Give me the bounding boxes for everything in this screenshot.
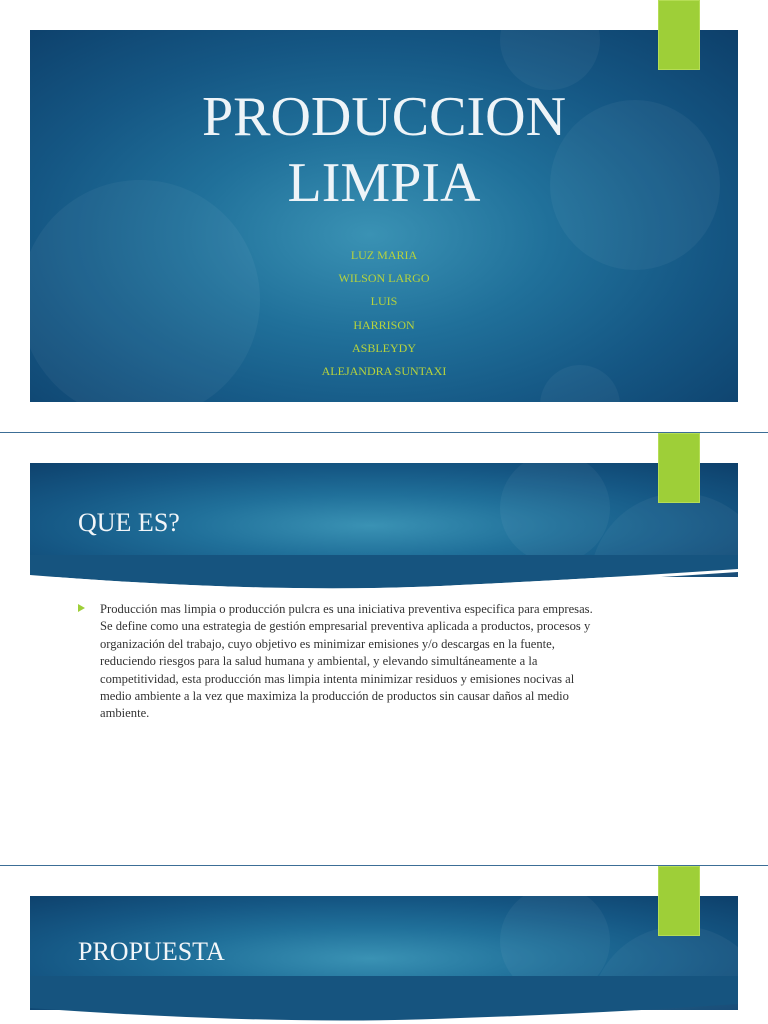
cover-title [30, 84, 738, 216]
header-wave [30, 555, 738, 595]
cover-title-panel [30, 30, 738, 402]
cover-title-line-1: PRODUCCION [201, 86, 567, 148]
author-name: LUIS [370, 294, 398, 309]
accent-tab [658, 433, 700, 503]
author-name: ASBLEYDY [351, 340, 416, 355]
author-name: ALEJANDRA SUNTAXI [321, 364, 447, 379]
slide-que-es [0, 433, 768, 865]
slide-title: PROPUESTA [78, 937, 225, 966]
accent-tab [658, 0, 700, 70]
author-list [30, 244, 738, 383]
accent-tab [658, 866, 700, 936]
bullet-text: Producción mas limpia o producción pulcra es una iniciativa preventiva especifica para empresas. Se define como una estrategia de gestión empresarial preventiva aplicada a productos, procesos y organización del trabajo, cuyo objetivo es minimizar emisiones y/o descargas en la fuente, reduciendo riesgos para la salud humana y ambiental, y elevando simultáneamente a la competitividad, esta producción mas limpia intenta minimizar residuos y emisiones nocivas al medio ambiente a la vez que maximiza la producción de productos sin causar daños al medio ambiente. [100, 602, 593, 721]
slide-title: QUE ES? [78, 508, 180, 537]
header-wave [30, 976, 738, 1024]
author-name: LUZ MARIA [350, 248, 418, 262]
slide-cover [0, 0, 768, 432]
cover-title-line-2: LIMPIA [287, 152, 481, 214]
author-name: WILSON LARGO [338, 271, 430, 286]
slide-propuesta [0, 866, 768, 1024]
author-name: HARRISON [353, 317, 415, 332]
bullet-item [78, 601, 608, 723]
triangle-bullet-icon [78, 604, 85, 612]
